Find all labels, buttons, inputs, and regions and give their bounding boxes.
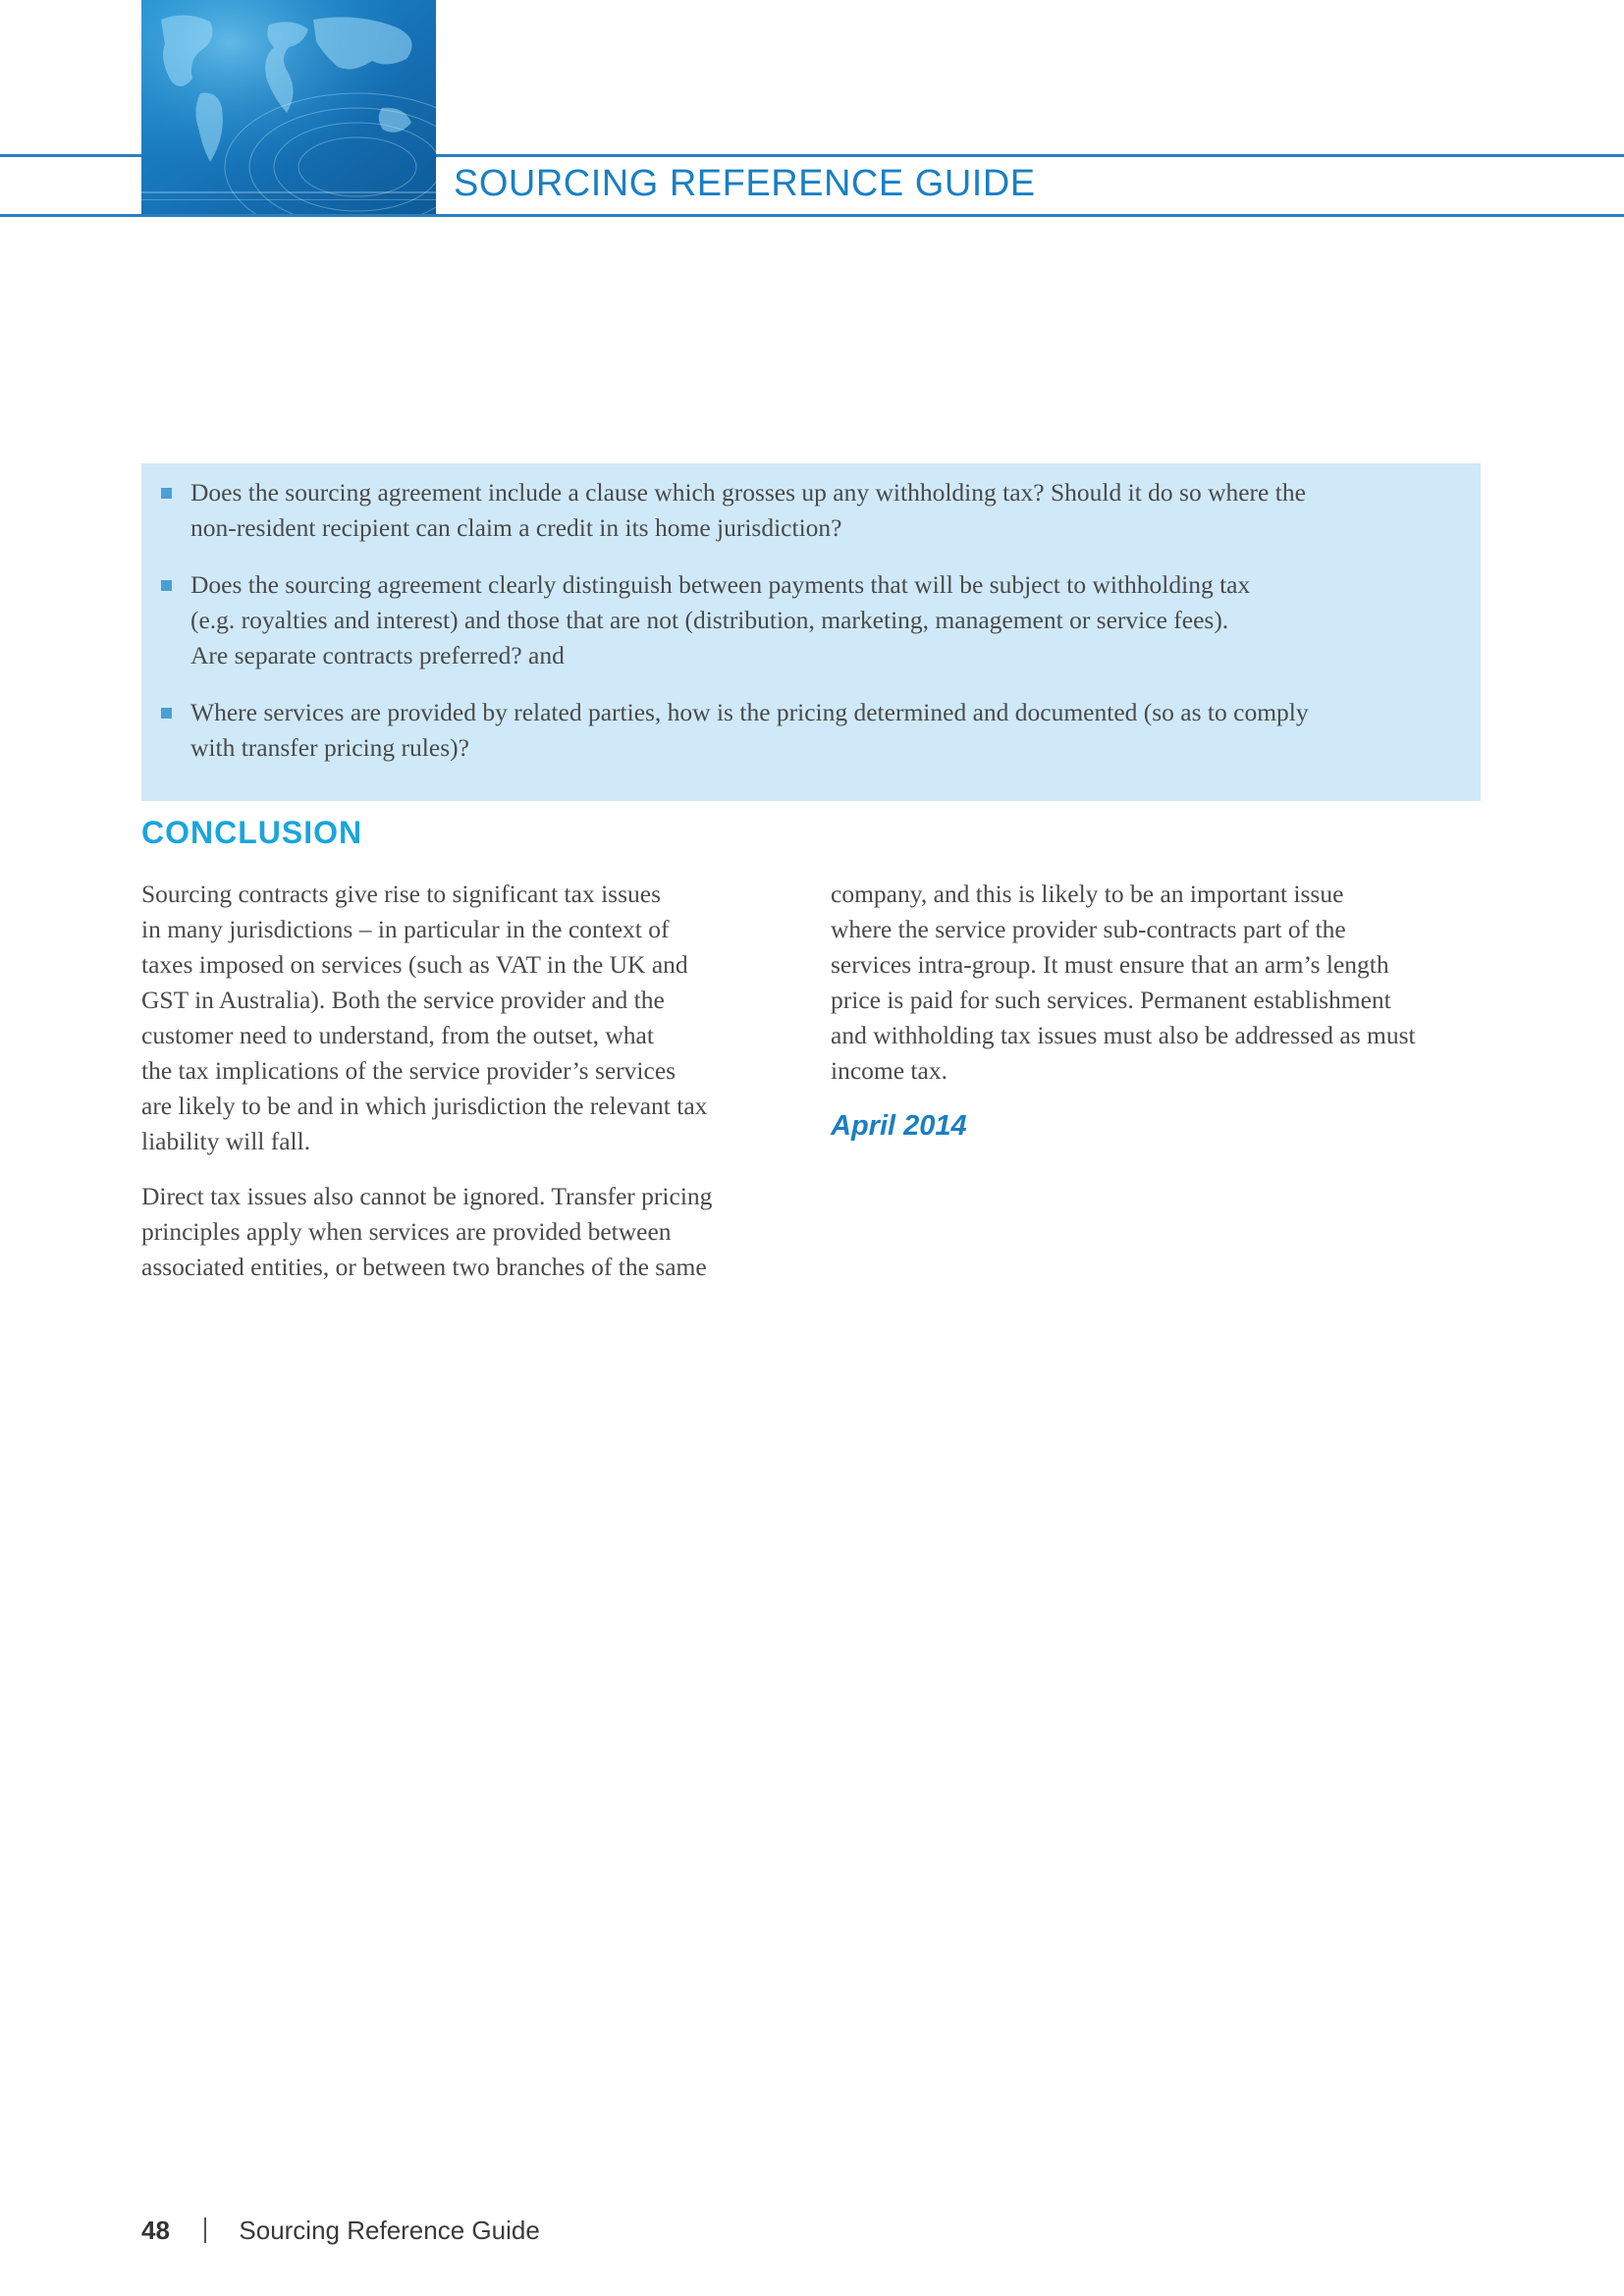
document-title: SOURCING REFERENCE GUIDE [454, 163, 1036, 204]
text-line: company, and this is likely to be an important issue [831, 880, 1344, 908]
footer-label: Sourcing Reference Guide [239, 2216, 540, 2245]
checklist-box [141, 463, 1481, 801]
text-line: price is paid for such services. Permanent establishment [831, 986, 1391, 1014]
paragraph [831, 877, 1498, 1089]
text-line: principles apply when services are provided between [141, 1217, 672, 1246]
text-line: GST in Australia). Both the service provider and the [141, 986, 665, 1014]
checklist-item-line: Does the sourcing agreement clearly distinguish between payments that will be subject to withholding tax [190, 570, 1251, 599]
text-line: the tax implications of the service provider’s services [141, 1056, 677, 1085]
publication-date: April 2014 [831, 1110, 967, 1142]
checklist-item [161, 475, 1441, 546]
checklist-item [161, 567, 1441, 673]
checklist-item-line: Does the sourcing agreement include a clause which grosses up any withholding tax? Should it do so where the [190, 478, 1306, 507]
paragraph [141, 877, 809, 1159]
checklist-item-line: non-resident recipient can claim a credit in its home jurisdiction? [190, 513, 842, 542]
paragraph [141, 1179, 809, 1285]
checklist-item [161, 695, 1441, 766]
checklist-item-line: with transfer pricing rules)? [190, 733, 469, 762]
text-line: and withholding tax issues must also be addressed as must [831, 1021, 1416, 1049]
text-line: liability will fall. [141, 1127, 311, 1155]
bullet-square-icon [161, 580, 172, 591]
world-map-banner-image [141, 0, 436, 217]
text-line: where the service provider sub-contracts part of the [831, 915, 1346, 943]
bullet-square-icon [161, 708, 172, 719]
text-line: Direct tax issues also cannot be ignored. Transfer pricing [141, 1182, 713, 1210]
page-number: 48 [141, 2216, 170, 2245]
checklist-item-line: Where services are provided by related parties, how is the pricing determined and documented (so as to comply [190, 698, 1309, 726]
text-line: services intra-group. It must ensure that an arm’s length [831, 950, 1389, 979]
checklist-item-line: Are separate contracts preferred? and [190, 641, 565, 669]
header-rule-bottom [0, 214, 1624, 217]
text-line: Sourcing contracts give rise to significant tax issues [141, 880, 662, 908]
page-footer [141, 2216, 540, 2246]
bullet-square-icon [161, 488, 172, 499]
text-line: income tax. [831, 1056, 947, 1085]
footer-divider [204, 2217, 206, 2243]
checklist-item-line: (e.g. royalties and interest) and those that are not (distribution, marketing, management or service fees). [190, 606, 1229, 634]
text-line: customer need to understand, from the outset, what [141, 1021, 654, 1049]
text-line: taxes imposed on services (such as VAT in the UK and [141, 950, 688, 979]
conclusion-heading: CONCLUSION [141, 815, 363, 850]
text-line: are likely to be and in which jurisdiction the relevant tax [141, 1092, 708, 1120]
text-line: in many jurisdictions – in particular in the context of [141, 915, 670, 943]
text-line: associated entities, or between two branches of the same [141, 1253, 707, 1281]
conclusion-right-column [831, 877, 1498, 1144]
conclusion-left-column [141, 877, 809, 1305]
